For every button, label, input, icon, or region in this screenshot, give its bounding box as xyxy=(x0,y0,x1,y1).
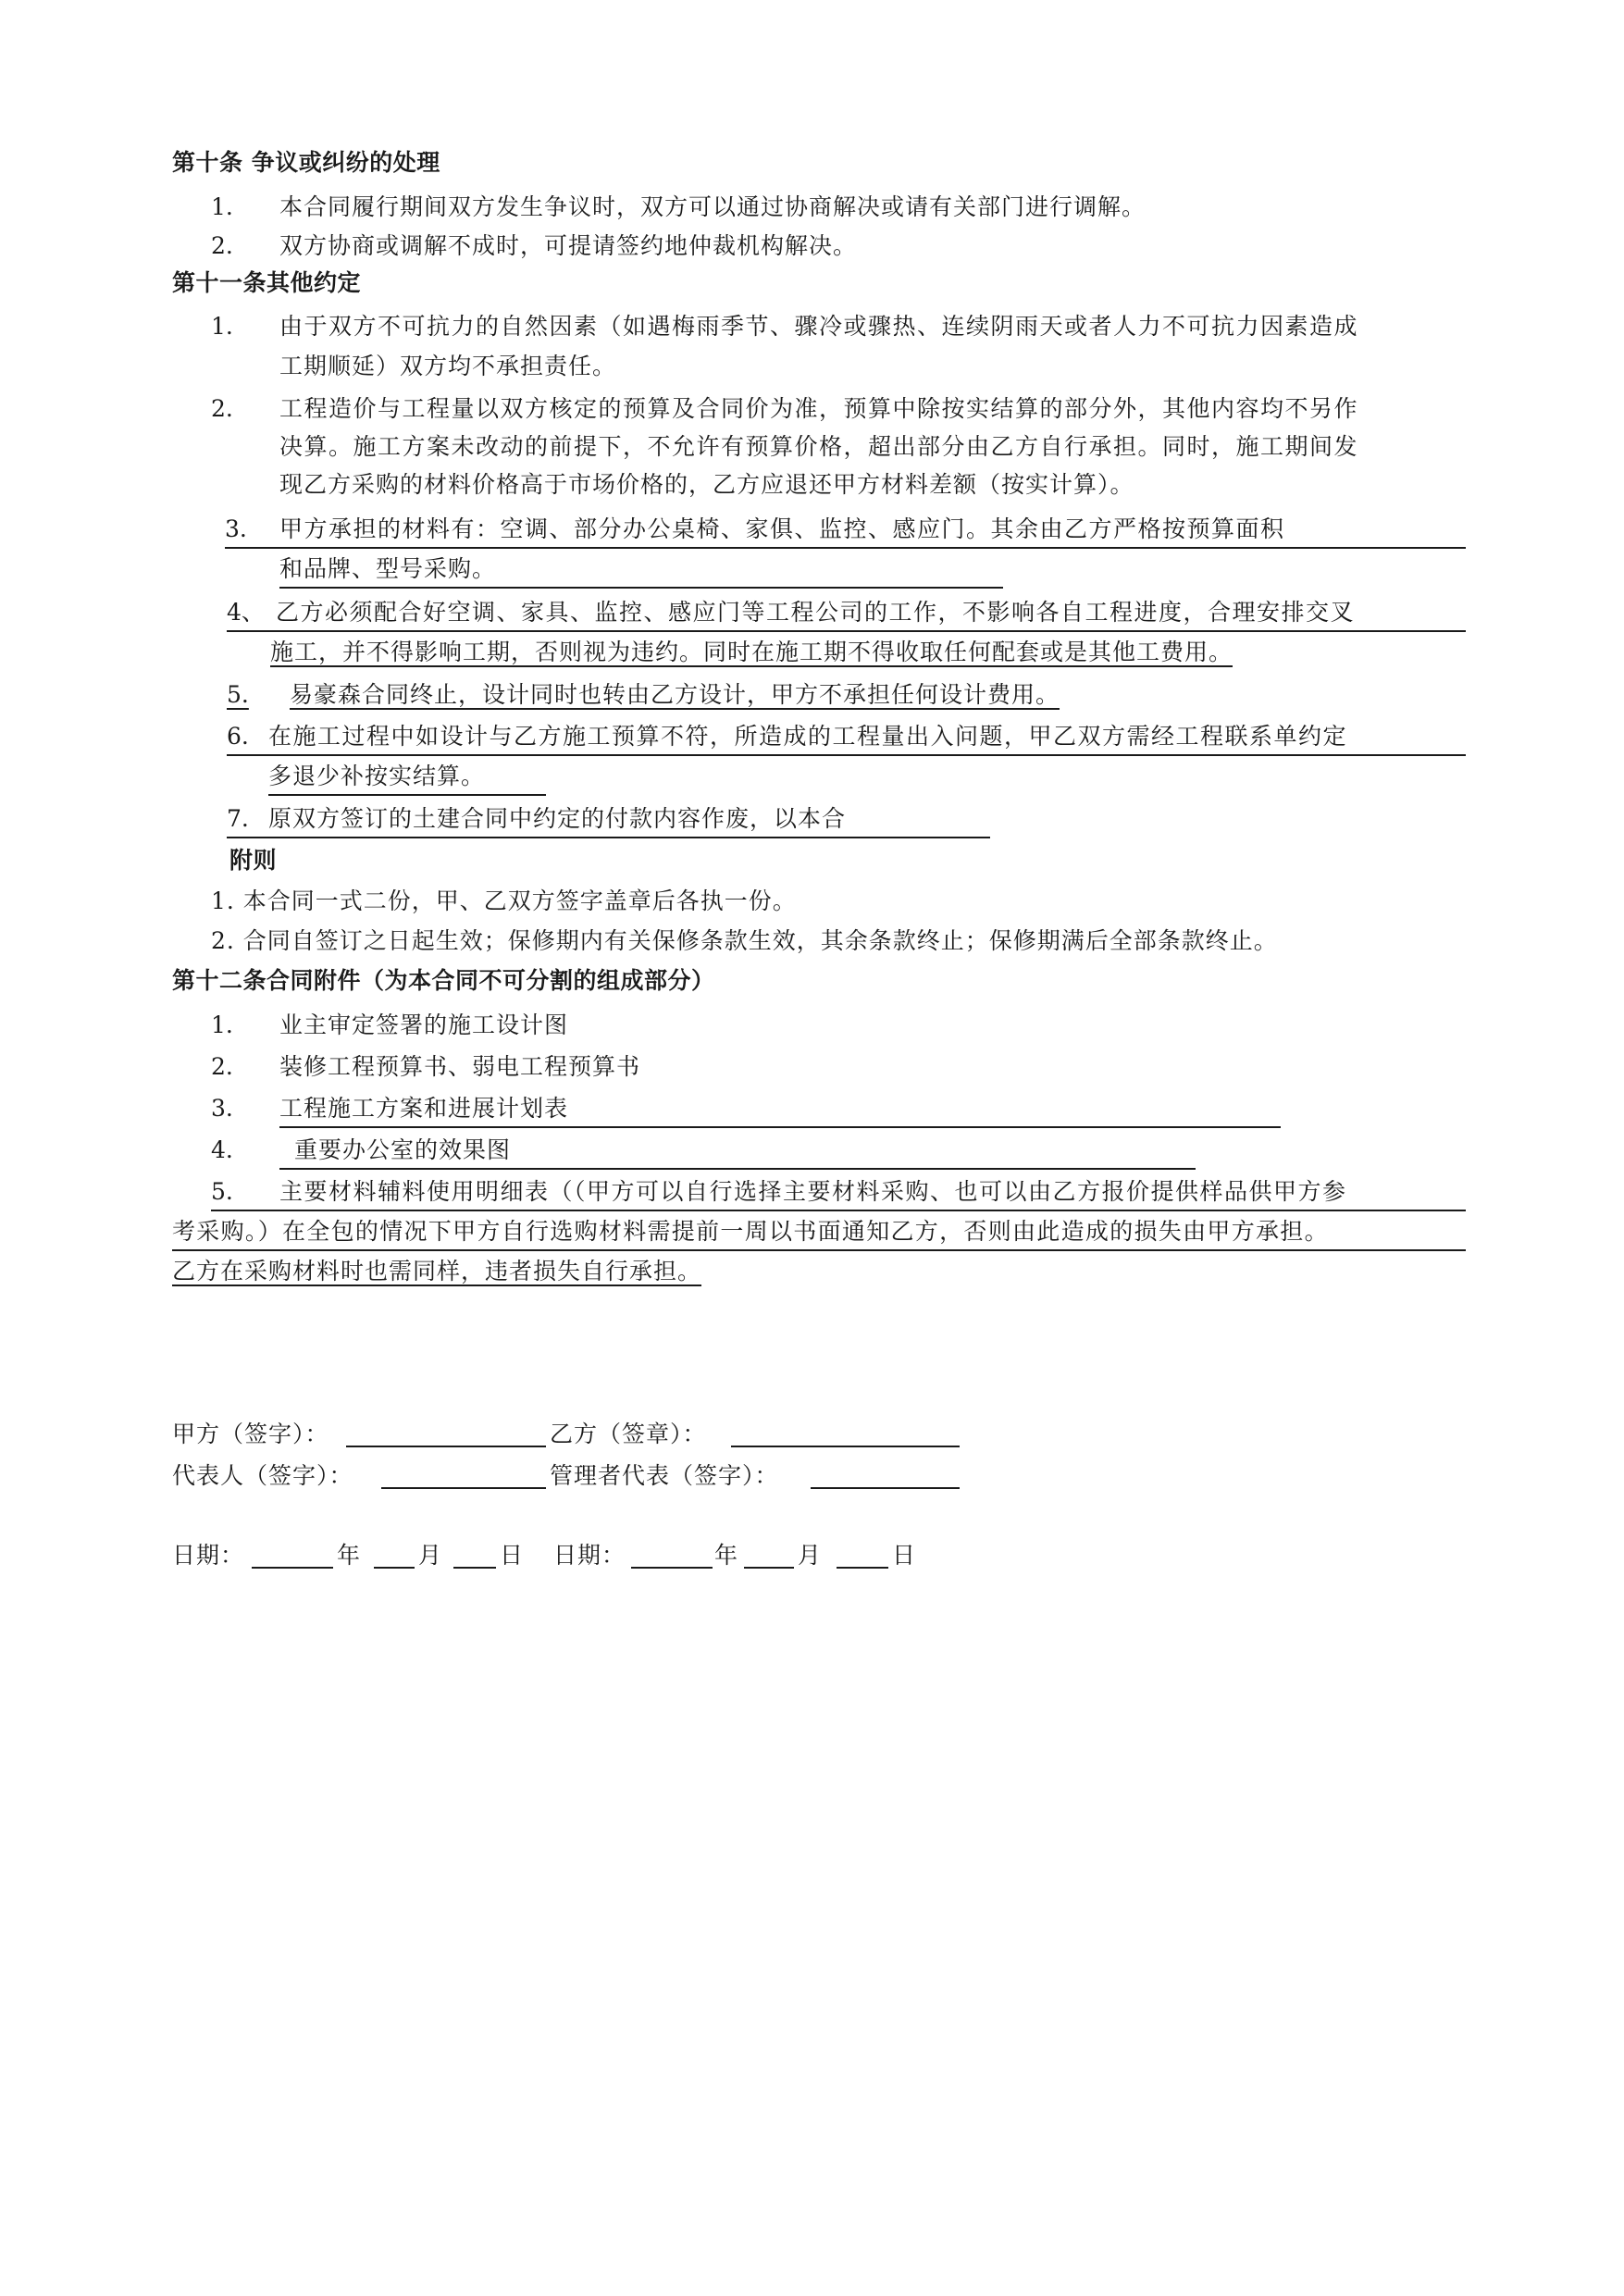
article-11-item-5-number: 5. xyxy=(227,681,249,708)
article-12-item-5-underline-1 xyxy=(211,1210,1466,1211)
article-11-heading: 第十一条其他约定 xyxy=(172,269,362,296)
article-11-item-4-line-1: 乙方必须配合好空调、家具、监控、感应门等工程公司的工作，不影响各自工程进度，合理安排交叉 xyxy=(276,599,1356,626)
appendix-item-2: 2. 合同自签订之日起生效；保修期内有关保修条款生效，其余条款终止；保修期满后全部条款终止。 xyxy=(211,927,1278,954)
article-12-item-2: 装修工程预算书、弱电工程预算书 xyxy=(279,1053,641,1080)
party-b-month-blank[interactable] xyxy=(744,1567,794,1569)
article-12-item-2-number: 2. xyxy=(211,1053,233,1080)
article-12-item-5-underline-2 xyxy=(172,1249,1466,1251)
party-b-month-unit: 月 xyxy=(798,1542,823,1569)
article-11-item-2-line-3: 现乙方采购的材料价格高于市场价格的，乙方应退还甲方材料差额（按实计算）。 xyxy=(279,471,1134,498)
article-12-item-5-number: 5. xyxy=(211,1178,233,1205)
party-a-year-unit: 年 xyxy=(337,1542,362,1569)
article-11-item-6-underline-1 xyxy=(227,754,1466,756)
article-10-item-2: 双方协商或调解不成时，可提请签约地仲裁机构解决。 xyxy=(279,232,858,259)
article-12-item-5-line-1: 主要材料辅料使用明细表（（甲方可以自行选择主要材料采购、也可以由乙方报价提供样品供甲方参 xyxy=(279,1178,1347,1205)
article-11-item-2-number: 2. xyxy=(211,395,233,422)
party-a-date-label: 日期： xyxy=(172,1542,245,1569)
party-a-year-blank[interactable] xyxy=(252,1567,333,1569)
article-11-item-3-underline-1 xyxy=(225,547,1466,549)
party-a-signature-line[interactable] xyxy=(346,1446,546,1447)
manager-representative-line[interactable] xyxy=(811,1487,960,1489)
article-12-item-4-number: 4. xyxy=(211,1136,233,1163)
article-11-item-2-line-1: 工程造价与工程量以双方核定的预算及合同价为准，预算中除按实结算的部分外，其他内容均不另作 xyxy=(279,395,1359,422)
article-12-item-3-underline xyxy=(279,1126,1281,1128)
article-11-item-7-underline xyxy=(227,837,990,838)
party-a-signature-label: 甲方（签字）： xyxy=(172,1421,329,1447)
article-12-item-5-line-3: 乙方在采购材料时也需同样，违者损失自行承担。 xyxy=(172,1258,702,1285)
article-11-item-1-number: 1. xyxy=(211,313,233,340)
party-b-year-unit: 年 xyxy=(714,1542,739,1569)
article-11-item-3-line-1: 甲方承担的材料有：空调、部分办公桌椅、家俱、监控、感应门。其余由乙方严格按预算面积 xyxy=(279,515,1285,542)
article-10-heading: 第十条 争议或纠纷的处理 xyxy=(172,149,440,176)
article-12-item-3-number: 3. xyxy=(211,1095,233,1122)
article-11-item-7-number: 7. xyxy=(227,805,249,832)
article-11-item-1-line-1: 由于双方不可抗力的自然因素（如遇梅雨季节、骤冷或骤热、连续阴雨天或者人力不可抗力因素造成 xyxy=(279,313,1359,340)
article-11-item-4-number: 4、 xyxy=(227,599,265,626)
article-12-item-4-underline xyxy=(279,1168,1196,1170)
article-10-item-1-number: 1. xyxy=(211,193,233,220)
article-11-item-6-underline-2 xyxy=(268,794,546,796)
party-b-seal-line[interactable] xyxy=(731,1446,960,1447)
article-11-item-4-underline-1 xyxy=(227,630,1466,632)
article-12-item-1-number: 1. xyxy=(211,1011,233,1038)
party-a-month-unit: 月 xyxy=(418,1542,443,1569)
party-b-day-blank[interactable] xyxy=(837,1567,888,1569)
article-12-item-1: 业主审定签署的施工设计图 xyxy=(279,1011,569,1038)
party-a-month-blank[interactable] xyxy=(374,1567,415,1569)
representative-signature-line[interactable] xyxy=(381,1487,546,1489)
article-11-item-6-line-1: 在施工过程中如设计与乙方施工预算不符，所造成的工程量出入问题，甲乙双方需经工程联系单约定 xyxy=(268,723,1348,750)
party-b-day-unit: 日 xyxy=(892,1542,917,1569)
article-12-item-5-line-2: 考采购。）在全包的情况下甲方自行选购材料需提前一周以书面通知乙方，否则由此造成的损失由甲方承担。 xyxy=(172,1218,1329,1245)
party-b-date-label: 日期： xyxy=(553,1542,626,1569)
article-11-item-3-line-2: 和品牌、型号采购。 xyxy=(279,555,497,582)
article-11-item-6-line-2: 多退少补按实结算。 xyxy=(268,763,486,789)
article-11-item-5: 易豪森合同终止，设计同时也转由乙方设计，甲方不承担任何设计费用。 xyxy=(290,681,1060,708)
party-b-year-blank[interactable] xyxy=(631,1567,713,1569)
article-12-item-4: 重要办公室的效果图 xyxy=(294,1136,512,1163)
article-10-item-1: 本合同履行期间双方发生争议时，双方可以通过协商解决或请有关部门进行调解。 xyxy=(279,193,1147,220)
party-a-day-unit: 日 xyxy=(500,1542,525,1569)
article-12-heading: 第十二条合同附件（为本合同不可分割的组成部分） xyxy=(172,967,715,994)
article-11-item-4-line-2: 施工，并不得影响工期，否则视为违约。同时在施工期不得收取任何配套或是其他工费用。 xyxy=(270,639,1233,665)
article-10-item-2-number: 2. xyxy=(211,232,233,259)
party-a-day-blank[interactable] xyxy=(453,1567,496,1569)
article-12-item-3: 工程施工方案和进展计划表 xyxy=(279,1095,569,1122)
article-11-item-3-number: 3. xyxy=(225,515,247,542)
representative-signature-label: 代表人（签字）： xyxy=(172,1462,353,1489)
manager-representative-label: 管理者代表（签字）： xyxy=(550,1462,779,1489)
article-11-item-1-line-2: 工期顺延）双方均不承担责任。 xyxy=(279,353,617,379)
appendix-heading: 附则 xyxy=(229,847,278,874)
party-b-seal-label: 乙方（签章）： xyxy=(550,1421,707,1447)
article-11-item-3-underline-2 xyxy=(279,587,1003,589)
appendix-item-1: 1. 本合同一式二份，甲、乙双方签字盖章后各执一份。 xyxy=(211,887,797,914)
article-11-item-7: 原双方签订的土建合同中约定的付款内容作废，以本合 xyxy=(268,805,847,832)
article-11-item-6-number: 6. xyxy=(227,723,249,750)
article-11-item-2-line-2: 决算。施工方案未改动的前提下，不允许有预算价格，超出部分由乙方自行承担。同时，施工期间发 xyxy=(279,433,1359,460)
